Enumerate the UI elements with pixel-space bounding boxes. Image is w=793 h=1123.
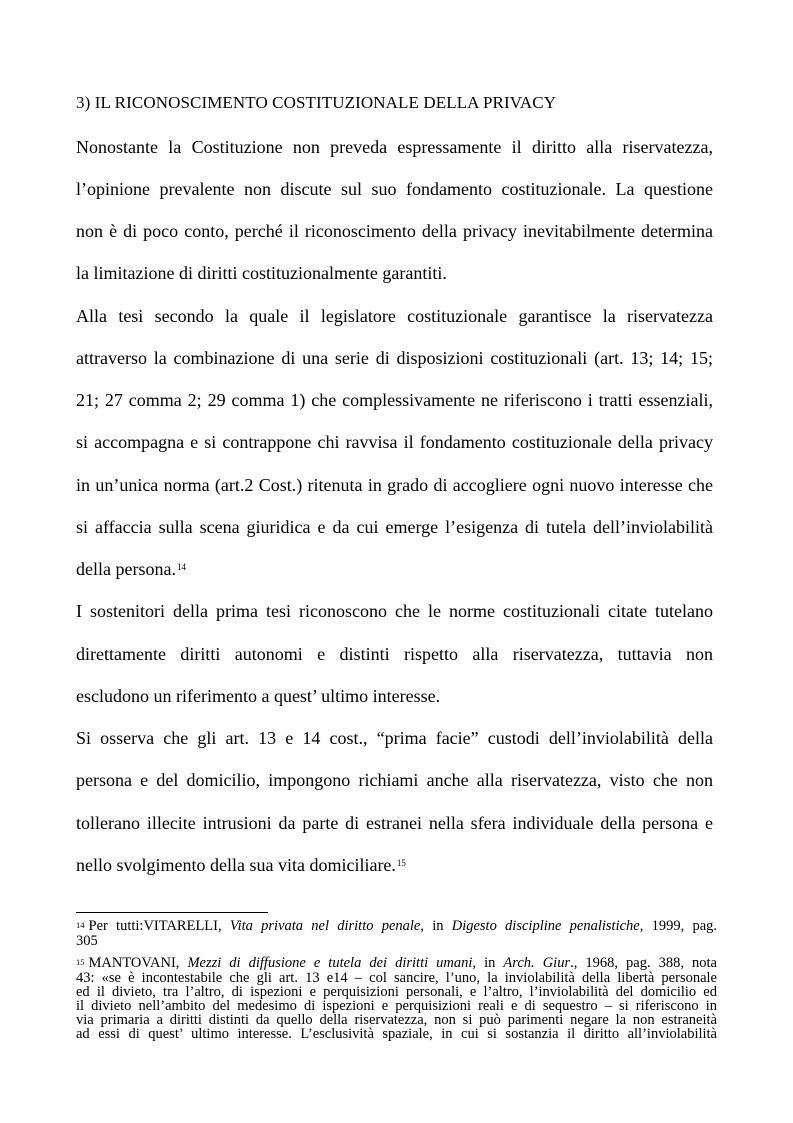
- footnote-title: Vita privata nel diritto penale: [229, 918, 421, 934]
- footnote-journal: Arch. Giur: [503, 955, 571, 971]
- footnote-text: MANTOVANI,: [88, 955, 188, 971]
- body-line: Nonostante la Costituzione non preveda espressamente il diritto alla riservatezza,: [76, 137, 713, 157]
- body-line: tollerano illecite intrusioni da parte di estranei nella sfera individuale della persona e: [76, 813, 713, 833]
- body-line: escludono un riferimento a quest’ ultimo interesse.: [76, 686, 441, 706]
- footnote-text: Per tutti:VITARELLI,: [88, 918, 230, 934]
- body-line: non è di poco conto, perché il riconoscimento della privacy inevitabilmente determina: [76, 221, 713, 241]
- footnote-number: 15: [76, 957, 85, 967]
- footnote-15: [76, 957, 717, 970]
- footnote-15-line: 43: «se è incontestabile che gli art. 13 e14 – col sancire, l’uno, la inviolabilità della libertà personale: [76, 970, 717, 986]
- footnote-title: Mezzi di diffusione e tutela dei diritti umani,: [187, 955, 477, 971]
- body-line: I sostenitori della prima tesi riconoscono che le norme costituzionali citate tutelano: [76, 601, 713, 621]
- body-line-text: nello svolgimento della sua vita domiciliare.: [76, 855, 396, 875]
- body-line: persona e del domicilio, impongono richiami anche alla riservatezza, visto che non: [76, 770, 713, 790]
- body-line: Si osserva che gli art. 13 e 14 cost., “prima facie” custodi dell’inviolabilità della: [76, 728, 713, 748]
- body-line: direttamente diritti autonomi e distinti rispetto alla riservatezza, tuttavia non: [76, 644, 713, 664]
- footnote-separator: [76, 912, 268, 913]
- body-line-with-footnote: [76, 854, 713, 876]
- body-line: si affaccia sulla scena giuridica e da cui emerge l’esigenza di tutela dell’inviolabilità: [76, 517, 713, 537]
- body-line-text: della persona.: [76, 559, 176, 579]
- footnote-text: , 1999, pag.: [639, 918, 717, 934]
- body-line: si accompagna e si contrappone chi ravvisa il fondamento costituzionale della privacy: [76, 432, 713, 452]
- footnote-journal: Digesto discipline penalistiche: [451, 918, 640, 934]
- section-heading: 3) IL RICONOSCIMENTO COSTITUZIONALE DELLA PRIVACY: [76, 93, 557, 112]
- footnote-ref-15[interactable]: 15: [396, 858, 406, 868]
- footnote-15-line: ad essi di quest’ ultimo interesse. L’esclusività spaziale, in cui si sostanzia il diritto all’inviolabilità: [76, 1026, 717, 1042]
- footnote-text: ., 1968, pag. 388, nota: [570, 955, 717, 971]
- footnote-15-line: via primaria a diritti distinti da quello della riservatezza, non si può parimenti negare la non estraneità: [76, 1012, 717, 1028]
- body-line-with-footnote: [76, 558, 713, 580]
- footnote-text: , in: [420, 918, 452, 934]
- footnote-15-line: il divieto nell’ambito del medesimo di ispezioni e perquisizioni reali e di sequestro – si riferiscono in: [76, 998, 717, 1014]
- body-line: 21; 27 comma 2; 29 comma 1) che complessivamente ne riferiscono i tratti essenziali,: [76, 390, 713, 410]
- footnote-text: in: [476, 955, 504, 971]
- footnote-ref-14[interactable]: 14: [176, 562, 186, 572]
- body-line: l’opinione prevalente non discute sul suo fondamento costituzionale. La questione: [76, 179, 713, 199]
- body-line: in un’unica norma (art.2 Cost.) ritenuta in grado di accogliere ogni nuovo interesse che: [76, 475, 713, 495]
- footnote-14: [76, 920, 717, 933]
- body-line: attraverso la combinazione di una serie di disposizioni costituzionali (art. 13; 14; 15;: [76, 348, 713, 368]
- footnote-15-line: ed il divieto, tra l’altro, di ispezioni e perquisizioni personali, e l’altro, l’inviolabilità del domicilio ed: [76, 984, 717, 1000]
- footnote-14-line2: 305: [76, 933, 98, 949]
- body-line: Alla tesi secondo la quale il legislatore costituzionale garantisce la riservatezza: [76, 306, 713, 326]
- footnote-number: 14: [76, 920, 85, 930]
- body-line: la limitazione di diritti costituzionalmente garantiti.: [76, 263, 447, 283]
